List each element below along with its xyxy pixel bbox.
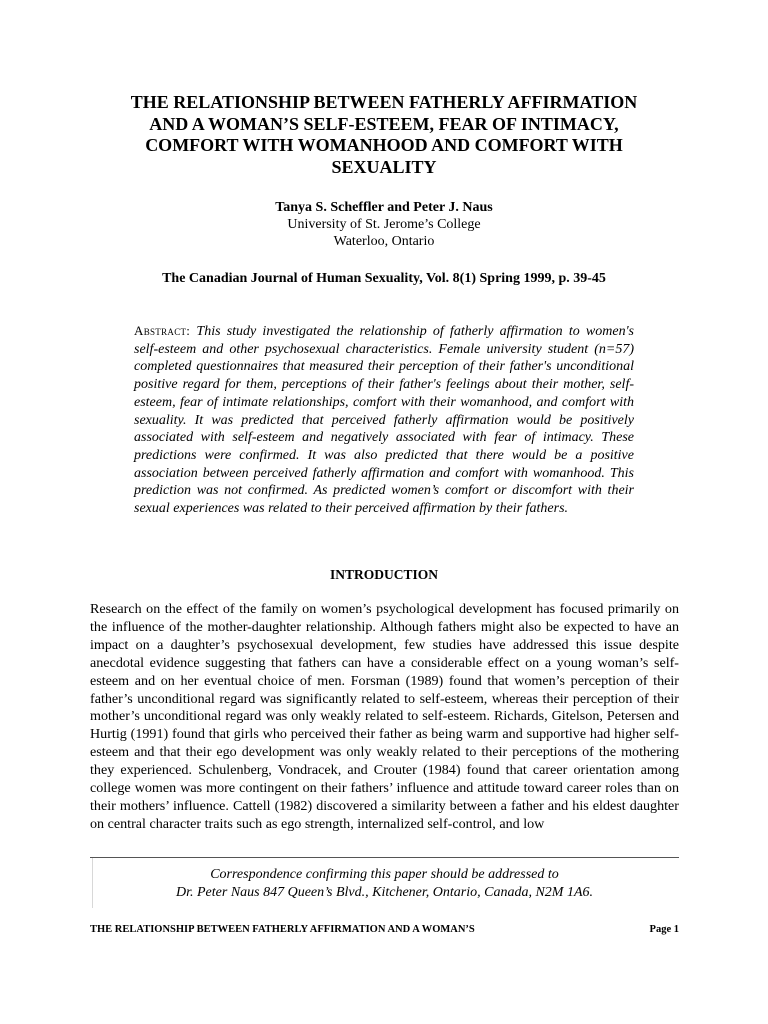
footnote-line: Dr. Peter Naus 847 Queen’s Blvd., Kitchener, Ontario, Canada, N2M 1A6. (176, 885, 593, 900)
author-affiliation: University of St. Jerome’s College (287, 217, 481, 232)
section-heading-introduction: INTRODUCTION (329, 567, 438, 582)
paper-title (80, 92, 688, 178)
journal-citation: The Canadian Journal of Human Sexuality, Vol. 8(1) Spring 1999, p. 39-45 (162, 271, 606, 286)
paper-title-line: THE RELATIONSHIP BETWEEN FATHERLY AFFIRMATION (130, 92, 638, 112)
correspondence-footnote (90, 866, 679, 902)
paper-title-line: AND A WOMAN’S SELF-ESTEEM, FEAR OF INTIMACY, (149, 113, 619, 134)
author-block (100, 199, 668, 250)
paper-title-line: COMFORT WITH WOMANHOOD AND COMFORT WITH (145, 135, 623, 155)
footnote-line: Correspondence confirming this paper should be addressed to (210, 867, 559, 882)
abstract-label: Abstract: (134, 323, 191, 338)
introduction-paragraph: Research on the effect of the family on women’s psychological development has focused primarily on the influence of the mother-daughter relationship. Although fathers might also be expected to have an impact on a daughter’s psychosexual development, few studies have addressed this issue despite anecdotal evidence suggesting that fathers can have a considerable effect on a young woman’s self-esteem and on her eventual choice of men. Forsman (1989) found that women’s perception of their father’s unconditional regard was significantly related to self-esteem, whereas their perception of their mother’s unconditional regard was only weakly related to self-esteem. Richards, Gitelson, Petersen and Hurtig (1991) found that girls who perceived their father as being warm and supportive had higher self-esteem and that their ego development was only weakly related to their perceptions of the mothering they experienced. Schulenberg, Vondracek, and Crouter (1984) found that career orientation among college women was more contingent on their fathers’ influence and attitude toward career roles than on their mothers’ influence. Cattell (1982) discovered a similarity between a father and his eldest daughter on central character traits such as ego strength, internalized self-control, and low (90, 601, 679, 832)
author-names: Tanya S. Scheffler and Peter J. Naus (275, 200, 493, 215)
page-number: Page 1 (649, 924, 679, 935)
running-footer-title: THE RELATIONSHIP BETWEEN FATHERLY AFFIRMATION AND A WOMAN’S (90, 924, 475, 935)
paper-title-line: SEXUALITY (331, 156, 437, 177)
abstract (134, 322, 634, 518)
footnote-divider (90, 857, 679, 858)
author-location: Waterloo, Ontario (333, 234, 435, 249)
abstract-text: This study investigated the relationship of fatherly affirmation to women's self-esteem and other psychosexual characteristics. Female university student (n=57) completed questionnaires that measured their perception of their father's unconditional positive regard for them, perceptions of their father's feelings about their mother, self-esteem, fear of intimate relationships, comfort with their womanhood, and comfort with sexuality. It was predicted that perceived fatherly affirmation would be positively associated with self-esteem and negatively associated with fear of intimacy. These predictions were confirmed. It was also predicted that there would be a positive association between perceived fatherly affirmation and comfort with womanhood. This prediction was not confirmed. As predicted women’s comfort or discomfort with their sexual experiences was related to their perceived affirmation by their fathers. (134, 324, 635, 517)
